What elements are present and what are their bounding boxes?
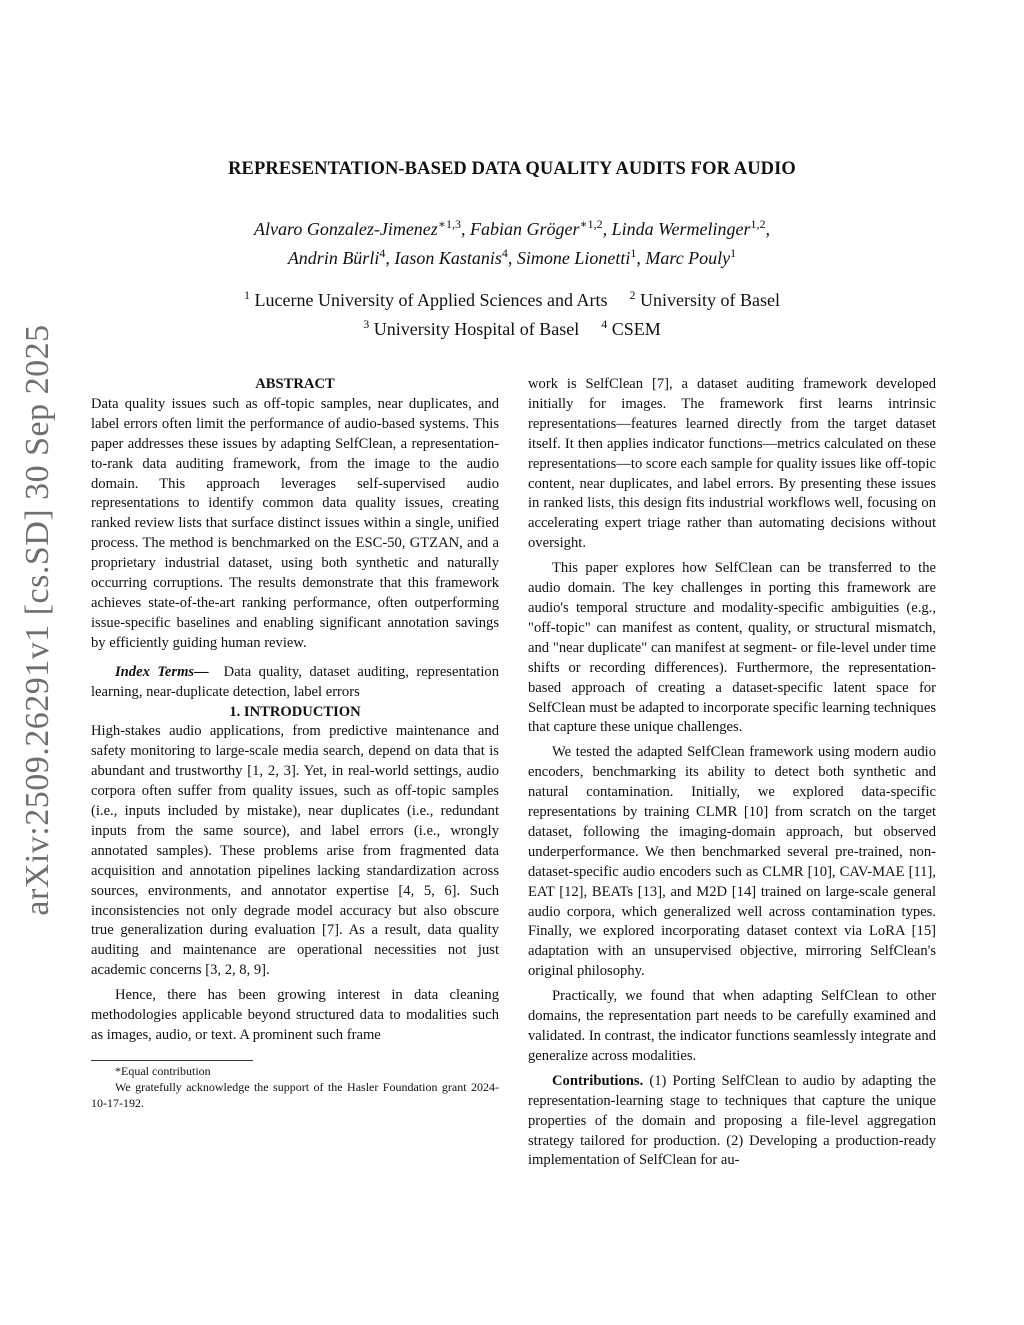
footnotes — [91, 1063, 499, 1111]
affiliation-name: Lucerne University of Applied Sciences and Arts — [254, 290, 608, 310]
author-list — [0, 212, 1024, 270]
affiliation-number: 4 — [601, 317, 608, 331]
index-terms-label: Index Terms— — [115, 663, 209, 680]
paragraph-encoder-experiments: We tested the adapted SelfClean framework using modern audio encoders, benchmarking its ability to detect both synthetic and natural contamination. Initially, we explored data-specific representations by training CLMR [10] from scratch on the target dataset, following the imaging-domain approach, but observed underperformance. We then benchmarked several pre-trained, non-dataset-specific audio encoders such as CLMR [10], CAV-MAE [11], EAT [12], BEATs [13], and M2D [14] trained on large-scale general audio corpora, which generalized well across contamination types. Finally, we explored incorporating dataset context via LoRA [15] adaptation with an unsupervised objective, mirroring SelfClean's original philosophy. — [528, 744, 936, 980]
abstract-text: Data quality issues such as off-topic samples, near duplicates, and label errors often limit the performance of audio-based systems. This paper addresses these issues by adapting SelfClean, a representation-to-rank data auditing framework, from the image to the audio domain. This approach leverages self-supervised audio representations to identify common data quality issues, creating ranked review lists that surface distinct issues within a single, unified process. The method is benchmarked on the ESC-50, GTZAN, and a proprietary industrial dataset, using both synthetic and naturally occurring corruptions. The results demonstrate that this framework achieves state-of-the-art ranking performance, often outperforming issue-specific baselines and enabling significant annotation savings by efficiently guiding human review. — [91, 395, 499, 651]
author-affil-mark: ∗1,3 — [437, 217, 461, 231]
author-name: Iason Kastanis — [394, 248, 502, 268]
affiliation-name: University of Basel — [639, 290, 780, 310]
left-column — [91, 375, 499, 1111]
affiliations — [0, 283, 1024, 341]
contributions-label: Contributions. — [552, 1072, 644, 1089]
abstract-heading: ABSTRACT — [255, 376, 335, 392]
affiliation-number: 1 — [244, 288, 251, 302]
affiliation-number: 2 — [629, 288, 636, 302]
right-column — [528, 375, 936, 1171]
author-name: Marc Pouly — [645, 248, 731, 268]
intro-paragraph-2: Hence, there has been growing interest in data cleaning methodologies applicable beyond structured data to modalities such as images, audio, or text. A prominent such frame — [91, 987, 499, 1043]
intro-paragraph-2-continued: work is SelfClean [7], a dataset auditing framework developed initially for images. The framework first learns intrinsic representations—features learned directly from the target dataset itself. It then applies indicator functions—metrics calculated on these representations—to score each sample for quality issues like off-topic content, near duplicates, and label errors. By presenting these issues in ranked lists, this design fits industrial workflows well, focusing on accelerating expert triage rather than automating decisions without oversight. — [528, 376, 936, 552]
author-affil-mark: 1 — [630, 246, 637, 260]
author-affil-mark: 4 — [379, 246, 386, 260]
affiliation-number: 3 — [363, 317, 370, 331]
author-name: Alvaro Gonzalez-Jimenez — [254, 219, 438, 239]
footnote-equal-contribution: *Equal contribution — [115, 1063, 211, 1078]
paragraph-porting-challenges: This paper explores how SelfClean can be transferred to the audio domain. The key challenges in porting this framework are audio's temporal structure and modality-specific ambiguities (e.g., "off-topic" can manifest as content, quality, or structural mismatch, and "near duplicate" can manifest at segment- or file-level under time shifts or recording differences). Furthermore, the representation-based approach of creating a dataset-specific latent space for SelfClean must be adapted to incorporate specific learning techniques that capture these unique challenges. — [528, 560, 936, 736]
paragraph-practical-findings: Practically, we found that when adapting SelfClean to other domains, the representation part needs to be carefully examined and validated. In contrast, the indicator functions seamlessly integrate and generalize across modalities. — [528, 988, 936, 1064]
introduction-heading: 1. INTRODUCTION — [229, 703, 361, 720]
paper-title: REPRESENTATION-BASED DATA QUALITY AUDITS FOR AUDIO — [228, 159, 796, 179]
intro-paragraph-1: High-stakes audio applications, from predictive maintenance and safety monitoring to large-scale media search, depend on data that is abundant and trustworthy [1, 2, 3]. Yet, in real-world settings, audio corpora often suffer from quality issues, such as off-topic samples (i.e., inputs included by mistake), near duplicates (i.e., redundant inputs from the same source), and label errors (i.e., wrongly annotated samples). These problems arise from fragmented data acquisition and annotation pipelines lacking standardization across sources, environments, and annotator expertise [4, 5, 6]. Such inconsistencies not only degrade model accuracy but also obscure true generalization during evaluation [7]. As a result, data quality auditing and maintenance are operational necessities not just academic concerns [3, 2, 8, 9]. — [91, 723, 499, 979]
author-affil-mark: 1,2 — [750, 217, 766, 231]
author-affil-mark: ∗1,2 — [579, 217, 603, 231]
author-name: Andrin Bürli — [287, 248, 380, 268]
author-affil-mark: 1 — [730, 246, 737, 260]
affiliation-line-1 — [0, 283, 1024, 312]
footnote-acknowledgment: We gratefully acknowledge the support of the Hasler Foundation grant 2024-10-17-192. — [91, 1079, 499, 1110]
affiliation-line-2 — [0, 312, 1024, 341]
index-terms — [91, 663, 499, 703]
paragraph-contributions — [528, 1072, 936, 1172]
affiliation-name: CSEM — [611, 319, 661, 339]
author-line-2: Andrin Bürli$^4$, Iason Kastanis$^4$, Simone Lionetti$^1$, Marc Pouly$^1$ — [287, 246, 737, 268]
footnote-rule — [91, 1060, 253, 1061]
index-terms-text: Data quality, dataset auditing, representation learning, near-duplicate detection, label errors — [91, 663, 499, 700]
author-line-1: Alvaro Gonzalez-Jimenez$^{∗1,3}$, Fabian Gröger$^{∗1,2}$, Linda Wermelinger$^{1,2}$, — [254, 217, 770, 239]
contributions-text: (1) Porting SelfClean to audio by adapting the representation-learning stage to techniques that capture the unique properties of the domain and proposing a file-level aggregation strategy tailored for production. (2) Developing a production-ready implementation of SelfClean for au- — [528, 1072, 937, 1169]
author-affil-mark: 4 — [501, 246, 508, 260]
author-name: Linda Wermelinger — [611, 219, 751, 239]
author-name: Simone Lionetti — [516, 248, 631, 268]
affiliation-name: University Hospital of Basel — [373, 319, 580, 339]
author-name: Fabian Gröger — [469, 219, 580, 239]
